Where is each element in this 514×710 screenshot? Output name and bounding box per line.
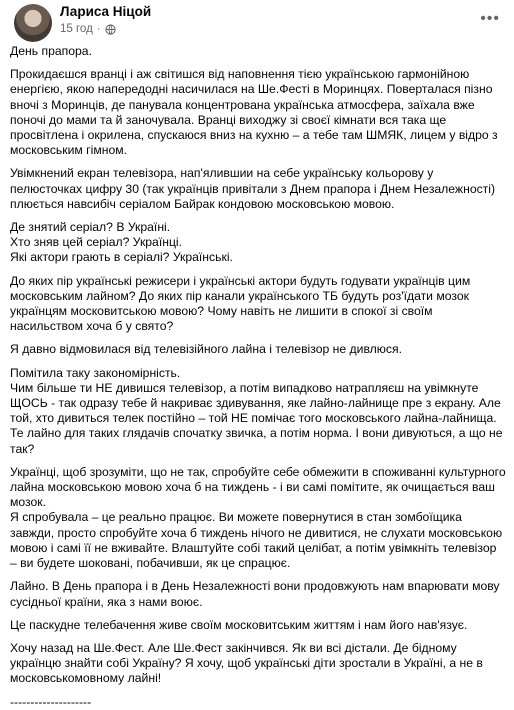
author-name[interactable]: Лариса Ніцой — [60, 4, 152, 19]
post-paragraph: Лайно. В День прапора і в День Незалежності вони продовжують нам впарювати мову сусідньої країни, яка з нами воює. — [10, 579, 500, 609]
post-header — [8, 0, 506, 44]
globe-icon — [105, 24, 116, 35]
post-paragraph: Помітила таку закономірність. Чим більше ти НЕ дивишся телевізор, а потім випадково натрапляєш на увімкнуте ЩОСЬ - так одразу тебе й накриває здивування, яке лайно-лайнище пре з екрану. Але той, хто дивиться телек постійно – той НЕ помічає того московського лайна-лайнища. Те лайно для таких глядачів спочатку звичка, а потім норма. І вони дивуються, а що не так? — [10, 365, 503, 456]
post-paragraph: Увімкнений екран телевізора, нап'ялившии на себе українську кольорову у пелюсточках цифру 30 (так українців привітали з Днем прапора і Днем Незалежності) плюється навсибіч серіалом Байрак кондовою московською мовою. — [10, 166, 496, 211]
post-paragraph: Це паскудне телебачення живе своїм московитським життям і нам його нав'язує. — [10, 617, 468, 632]
post-paragraph: До яких пір українські режисери і українські актори будуть годувати українців цим московським лайном? До яких пір канали українського ТБ будуть роз'їдати мозок українцям московитською мовою? Чому навіть не лишити в спокої зі своїм насильством хоча б у свято? — [10, 273, 471, 334]
post-paragraph: Хочу назад на Ше.Фест. Але Ше.Фест закінчився. Як ви всі дістали. Де бідному українцю знайти собі Україну? Я хочу, щоб українські діти зростали в Україні, а не в московськомовному лайні! — [10, 640, 483, 686]
post-meta: 15 год · — [60, 23, 116, 35]
post-paragraph: Я давно відмовилася від телевізійного лайна і телевізор не дивлюся. — [10, 342, 402, 357]
post-paragraph: Де знятий серіал? В Україні. Хто зняв цей серіал? Українці. Які актори грають в серіалі? Українські. — [10, 220, 233, 265]
post-text — [8, 44, 506, 710]
post-paragraph: Прокидаєшся вранці і аж світишся від наповнення тією українською гармонійною енергією, якою напередодні насичилася на Ше.Фесті в Моринцях. Поверталася пізно вночі з Моринців, де панувала концентрована українська атмосфера, заїхала вже поночі до мами та й заночувала. Вранці виходжу зі своєї кімнати вся така ще просвітлена і окрилена, спускаюся вниз на кухню – а тебе там ШМЯК, лицем у відро з московським гімном. — [10, 67, 498, 158]
post-time[interactable]: 15 год — [60, 23, 93, 35]
post-paragraph: -------------------- — [10, 694, 92, 709]
post-paragraph: День прапора. — [10, 44, 92, 58]
author-avatar[interactable] — [14, 4, 52, 42]
more-options-icon[interactable]: ••• — [480, 10, 500, 27]
post-paragraph: Українці, щоб зрозуміти, що не так, спробуйте себе обмежити в споживанні культурного лайна московською мовою хоча б на тиждень - і ви самі помітите, як очищається ваш мозок. Я спробувала – це реально працює. Ви можете повернутися в стан зомбоїщика завжди, просто спробуйте хоча б тиждень нічого не дивитися, не слухати московською мовою і самі її не вживайте. Влаштуйте собі такий целібат, а потім увімкніть телевізор – ви будете шоковані, побачивши, як це спрацює. — [10, 464, 506, 571]
